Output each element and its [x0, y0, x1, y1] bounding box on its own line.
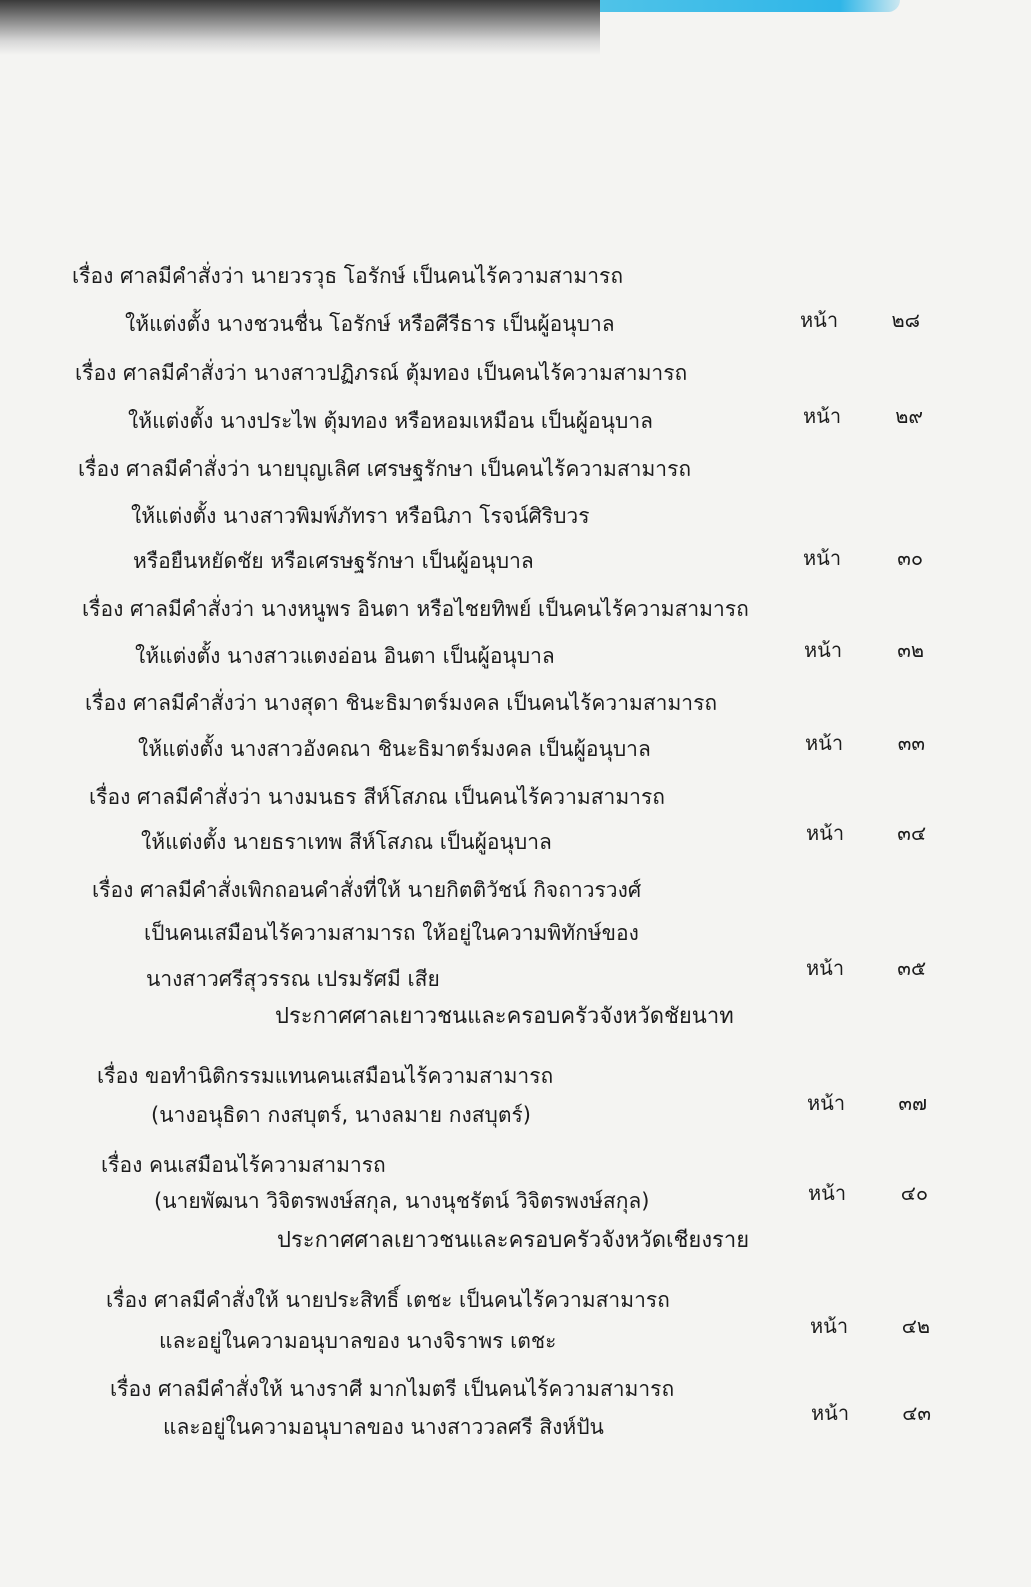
page-label: หน้า	[807, 1091, 846, 1115]
entry-detail-line: และอยู่ในความอนุบาลของ นางสาววลศรี สิงห์ปัน	[163, 1415, 604, 1439]
entry-title-line: เรื่อง ศาลมีคำสั่งว่า นางสุดา ชินะธิมาตร์มงคล เป็นคนไร้ความสามารถ	[85, 691, 718, 715]
page-number: ๓๗	[898, 1091, 928, 1115]
entry-detail-line: ให้แต่งตั้ง นางสาวพิมพ์ภัทรา หรือนิภา โรจน์ศิริบวร	[131, 504, 590, 528]
entry-detail-line: ให้แต่งตั้ง นางสาวแตงอ่อน อินตา เป็นผู้อนุบาล	[135, 644, 555, 668]
page-reference	[811, 1400, 931, 1426]
entry-detail-line: หรือยืนหยัดชัย หรือเศรษฐรักษา เป็นผู้อนุบาล	[133, 549, 534, 573]
page-reference	[806, 820, 926, 846]
page-label: หน้า	[803, 546, 842, 570]
page-label: หน้า	[810, 1314, 849, 1338]
page-number: ๓๒	[897, 638, 925, 662]
page-reference	[806, 955, 926, 981]
page-label: หน้า	[800, 308, 839, 332]
entry-detail-line: (นางอนุธิดา กงสบุตร์, นางลมาย กงสบุตร์)	[151, 1103, 531, 1127]
entry-title-line: เรื่อง ศาลมีคำสั่งว่า นางสาวปฏิภรณ์ ตุ้มทอง เป็นคนไร้ความสามารถ	[75, 361, 688, 385]
page-reference	[805, 730, 925, 756]
page-reference	[807, 1090, 927, 1116]
entry-title-line: เรื่อง ศาลมีคำสั่งว่า นางหนูพร อินตา หรือไชยทิพย์ เป็นคนไร้ความสามารถ	[82, 597, 749, 621]
entry-title-line: เรื่อง ศาลมีคำสั่งให้ นางราศี มากไมตรี เป็นคนไร้ความสามารถ	[110, 1377, 675, 1401]
page-label: หน้า	[806, 956, 845, 980]
section-heading: ประกาศศาลเยาวชนและครอบครัวจังหวัดชัยนาท	[275, 1004, 734, 1029]
page-number: ๓๐	[897, 546, 924, 570]
entry-detail-line: นางสาวศรีสุวรรณ เปรมรัศมี เสีย	[146, 967, 440, 991]
page-label: หน้า	[808, 1181, 847, 1205]
page-label: หน้า	[804, 638, 843, 662]
page-number: ๔๐	[900, 1181, 929, 1205]
entry-title-line: เรื่อง ศาลมีคำสั่งให้ นายประสิทธิ์ เตชะ เป็นคนไร้ความสามารถ	[106, 1288, 670, 1312]
page-label: หน้า	[806, 821, 845, 845]
page-label: หน้า	[805, 731, 844, 755]
page-number: ๒๘	[891, 308, 921, 332]
entry-detail-line: ให้แต่งตั้ง นางชวนชื่น โอรักษ์ หรือศีรีธาร เป็นผู้อนุบาล	[125, 312, 615, 336]
page-reference	[803, 403, 923, 429]
entry-detail-line: ให้แต่งตั้ง นายธราเทพ สีห์โสภณ เป็นผู้อนุบาล	[141, 830, 552, 854]
entry-title-line: เรื่อง ศาลมีคำสั่งว่า นางมนธร สีห์โสภณ เป็นคนไร้ความสามารถ	[89, 785, 665, 809]
page-number: ๔๒	[901, 1314, 931, 1338]
entry-title-line: เรื่อง ศาลมีคำสั่งเพิกถอนคำสั่งที่ให้ นายกิตติวัชน์ กิจถาวรวงศ์	[92, 878, 642, 902]
section-heading: ประกาศศาลเยาวชนและครอบครัวจังหวัดเชียงราย	[277, 1228, 750, 1253]
page-reference	[800, 307, 920, 333]
entry-title-line: เรื่อง ศาลมีคำสั่งว่า นายบุญเลิศ เศรษฐรักษา เป็นคนไร้ความสามารถ	[78, 457, 692, 481]
entry-title-line: เรื่อง ศาลมีคำสั่งว่า นายวรวุธ โอรักษ์ เป็นคนไร้ความสามารถ	[72, 264, 624, 288]
page-label: หน้า	[803, 404, 842, 428]
page-reference	[810, 1313, 930, 1339]
entry-detail-line: ให้แต่งตั้ง นางสาวอังคณา ชินะธิมาตร์มงคล เป็นผู้อนุบาล	[138, 737, 651, 761]
page-reference	[808, 1180, 928, 1206]
page-number: ๒๙	[895, 404, 924, 428]
entry-detail-line: เป็นคนเสมือนไร้ความสามารถ ให้อยู่ในความพิทักษ์ของ	[144, 921, 639, 945]
page-reference	[804, 637, 924, 663]
page-number: ๓๓	[897, 731, 926, 755]
page-number: ๓๕	[897, 956, 927, 980]
page-number: ๓๔	[897, 821, 927, 845]
page-number: ๔๓	[902, 1401, 932, 1425]
entry-detail-line: (นายพัฒนา วิจิตรพงษ์สกุล, นางนุชรัตน์ วิจิตรพงษ์สกุล)	[154, 1189, 650, 1213]
entry-title-line: เรื่อง คนเสมือนไร้ความสามารถ	[101, 1153, 386, 1177]
page-reference	[803, 545, 923, 571]
entry-title-line: เรื่อง ขอทำนิติกรรมแทนคนเสมือนไร้ความสามารถ	[97, 1064, 554, 1088]
page-label: หน้า	[811, 1401, 850, 1425]
entry-detail-line: ให้แต่งตั้ง นางประไพ ตุ้มทอง หรือหอมเหมือน เป็นผู้อนุบาล	[128, 409, 653, 433]
entry-detail-line: และอยู่ในความอนุบาลของ นางจิราพร เตชะ	[159, 1329, 557, 1353]
